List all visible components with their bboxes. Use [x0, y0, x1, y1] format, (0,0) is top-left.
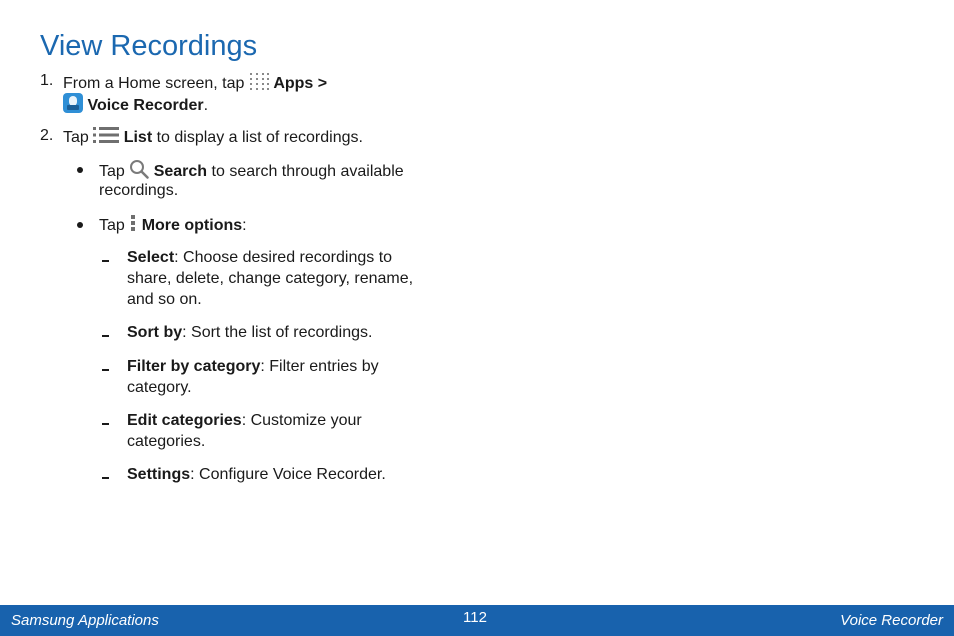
settings-text: : Configure Voice Recorder.: [190, 466, 386, 483]
more-options-icon: [129, 213, 137, 239]
step-2-text: to display a list of recordings.: [156, 129, 363, 147]
footer-section-title: Samsung Applications: [11, 612, 159, 629]
sort-by-label: Sort by: [127, 324, 183, 341]
more-options-colon: :: [242, 217, 247, 235]
page-title: View Recordings: [40, 30, 258, 62]
bullet-marker: [77, 167, 83, 173]
search-label: Search: [153, 163, 208, 181]
dash-marker: [102, 423, 109, 425]
bullet-search-line-2: recordings.: [99, 182, 179, 199]
option-filter-line-2: category.: [127, 379, 192, 396]
option-select-line-1: [127, 247, 392, 268]
voice-recorder-app-icon: [63, 93, 83, 119]
filter-by-category-label: Filter by category: [127, 358, 261, 375]
step-1-number: 1.: [40, 72, 54, 89]
voice-recorder-label: Voice Recorder: [87, 97, 204, 115]
filter-text: : Filter entries by: [260, 358, 379, 375]
list-icon: [93, 126, 119, 150]
edit-categories-text: : Customize your: [241, 412, 362, 429]
step-1-period: .: [203, 97, 209, 115]
option-edit-categories-line-2: categories.: [127, 433, 206, 450]
option-edit-categories-line-1: [127, 410, 362, 431]
dash-marker: [102, 369, 109, 371]
page-footer: [0, 605, 954, 636]
step-1-text: From a Home screen, tap: [63, 75, 245, 93]
footer-page-number: 112: [463, 609, 487, 626]
dash-marker: [102, 335, 109, 337]
apps-label: Apps: [273, 75, 314, 93]
select-label: Select: [127, 249, 175, 266]
edit-categories-label: Edit categories: [127, 412, 242, 429]
bullet-search-tap: Tap: [99, 163, 125, 181]
step-1-line-2: [63, 93, 208, 119]
bullet-more-tap: Tap: [99, 217, 125, 235]
settings-label: Settings: [127, 466, 191, 483]
option-select-line-2: share, delete, change category, rename,: [127, 270, 414, 287]
option-settings-line: [127, 464, 386, 485]
bullet-more-options-line: [99, 213, 247, 239]
option-select-line-3: and so on.: [127, 291, 202, 308]
sort-by-text: : Sort the list of recordings.: [182, 324, 373, 341]
step-2-line: [63, 126, 363, 150]
select-text: : Choose desired recordings to: [174, 249, 393, 266]
bullet-marker: [77, 222, 83, 228]
more-options-label: More options: [141, 217, 243, 235]
footer-chapter-title: Voice Recorder: [840, 612, 943, 629]
step-2-tap: Tap: [63, 129, 89, 147]
option-sort-by-line: [127, 322, 372, 343]
dash-marker: [102, 477, 109, 479]
dash-marker: [102, 260, 109, 262]
breadcrumb-separator: >: [317, 75, 328, 93]
step-2-number: 2.: [40, 127, 54, 144]
bullet-search-text: to search through available: [211, 163, 404, 181]
apps-grid-icon: [249, 71, 269, 97]
list-label: List: [123, 129, 153, 147]
option-filter-line-1: [127, 356, 379, 377]
